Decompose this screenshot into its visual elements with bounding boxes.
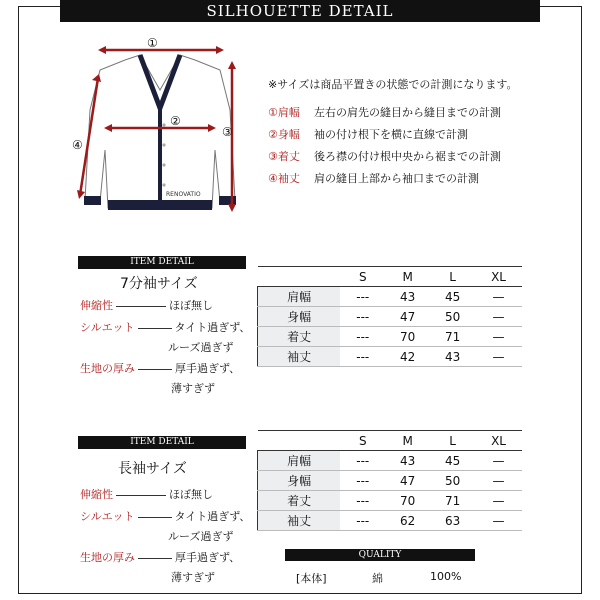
section1-title: 7分袖サイズ: [120, 276, 198, 292]
note-row: ②身幅 袖の付け根下を横に直線で計測: [268, 128, 468, 141]
measurement-notes: [268, 76, 578, 192]
table-row: 着丈 --- 70 71 —: [258, 491, 523, 511]
property-silhouette: シルエット タイト過ぎず、: [80, 510, 251, 523]
quality-percent: 100%: [430, 570, 462, 583]
section2-bar: ITEM DETAIL: [78, 436, 246, 449]
size-table-long-sleeve: [257, 430, 522, 531]
quality-row: [296, 570, 461, 586]
table-row: 身幅 --- 47 50 —: [258, 307, 523, 327]
table-row: 身幅 --- 47 50 —: [258, 471, 523, 491]
notes-lead: ※サイズは商品平置きの状態での計測になります。: [268, 78, 518, 91]
marker-chest: ②: [170, 114, 181, 128]
marker-length: ③: [222, 125, 233, 139]
marker-sleeve: ④: [72, 138, 83, 152]
marker-shoulder: ①: [147, 36, 158, 50]
property-elasticity: 伸縮性 ほぼ無し: [80, 299, 213, 312]
table-header-row: S M L XL: [258, 431, 523, 451]
property-thickness-cont: 薄すぎず: [171, 571, 215, 584]
property-thickness: 生地の厚み 厚手過ぎず、: [80, 362, 241, 375]
quality-bar: QUALITY: [285, 549, 475, 561]
section2-title: 長袖サイズ: [118, 461, 187, 477]
property-thickness: 生地の厚み 厚手過ぎず、: [80, 551, 241, 564]
table-row: 袖丈 --- 42 43 —: [258, 347, 523, 367]
section1-bar: ITEM DETAIL: [78, 256, 246, 269]
property-thickness-cont: 薄すぎず: [171, 382, 215, 395]
page-title: SILHOUETTE DETAIL: [60, 0, 540, 22]
size-table-7bun: [257, 266, 522, 367]
table-row: 着丈 --- 70 71 —: [258, 327, 523, 347]
property-silhouette: シルエット タイト過ぎず、: [80, 321, 251, 334]
quality-material: 綿: [372, 572, 383, 585]
table-header-row: S M L XL: [258, 267, 523, 287]
table-row: 肩幅 --- 43 45 —: [258, 451, 523, 471]
property-elasticity: 伸縮性 ほぼ無し: [80, 488, 213, 501]
property-silhouette-cont: ルーズ過ぎず: [168, 341, 234, 354]
table-row: 肩幅 --- 43 45 —: [258, 287, 523, 307]
note-row: ①肩幅 左右の肩先の縫目から縫目までの計測: [268, 106, 501, 119]
note-row: ③着丈 後ろ襟の付け根中央から裾までの計測: [268, 150, 501, 163]
property-silhouette-cont: ルーズ過ぎず: [168, 530, 234, 543]
quality-part: [本体]: [296, 572, 327, 585]
note-row: ④袖丈 肩の縫目上部から袖口までの計測: [268, 172, 479, 185]
brand-tag: RENOVATIO: [166, 191, 201, 198]
table-row: 袖丈 --- 62 63 —: [258, 511, 523, 531]
